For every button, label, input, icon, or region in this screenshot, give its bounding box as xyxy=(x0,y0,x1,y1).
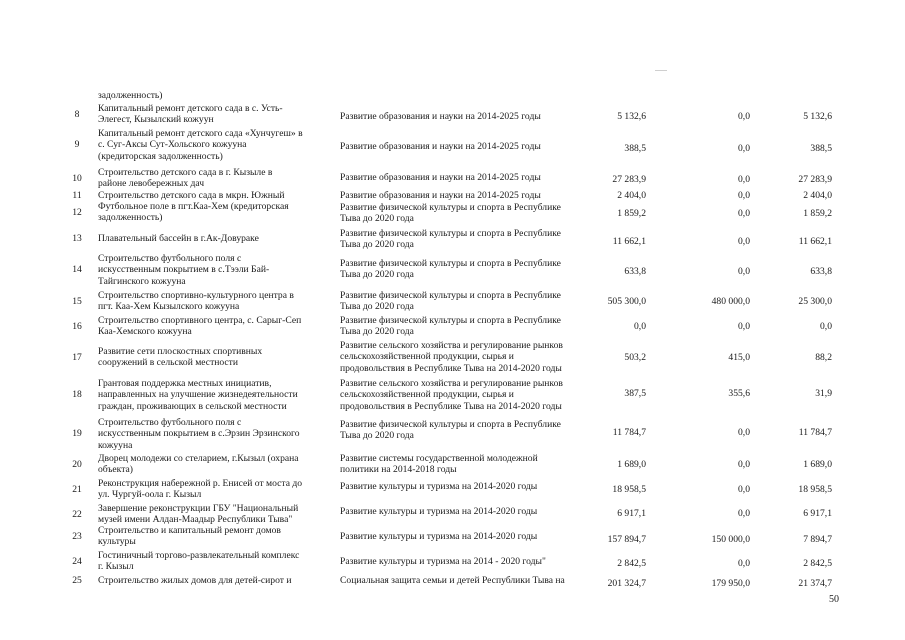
federal-amount: 0,0 xyxy=(738,174,750,185)
state-program: Развитие культуры и туризма на 2014-2020 годы xyxy=(340,506,538,517)
row-number: 18 xyxy=(72,389,82,400)
state-program: Развитие физической культуры и спорта в Республике Тыва до 2020 года xyxy=(340,419,561,442)
state-program: Развитие образования и науки на 2014-2025 годы xyxy=(340,141,541,152)
regional-amount: 11 662,1 xyxy=(798,236,832,247)
federal-amount: 0,0 xyxy=(738,111,750,122)
row-number: 19 xyxy=(72,428,82,439)
row-number: 8 xyxy=(74,109,80,120)
object-name: Строительство спортивно-культурного центра в пгт. Каа-Хем Кызылского кожууна xyxy=(98,290,294,313)
regional-amount: 1 859,2 xyxy=(803,208,832,219)
federal-amount: 0,0 xyxy=(738,484,750,495)
total-amount: 2 842,5 xyxy=(617,558,646,569)
regional-amount: 11 784,7 xyxy=(798,427,832,438)
total-amount: 0,0 xyxy=(634,321,646,332)
row-number: 9 xyxy=(74,139,80,150)
object-name: Строительство детского сада в г. Кызыле в районе левобережных дач xyxy=(98,167,273,190)
page-number: 50 xyxy=(829,594,839,605)
object-name: Строительство футбольного поля с искусственным покрытием в с.Эрзин Эрзинского кожууна xyxy=(98,417,300,451)
total-amount: 1 689,0 xyxy=(617,459,646,470)
total-amount: 633,8 xyxy=(624,266,646,277)
federal-amount: 0,0 xyxy=(738,266,750,277)
row-number: 17 xyxy=(72,352,82,363)
total-amount: 388,5 xyxy=(624,143,646,154)
state-program: Развитие сельского хозяйства и регулирование рынков сельскохозяйственной продукции, сырья и продовольствия в Республике Тыва на 2014-2020 годы xyxy=(340,378,563,412)
federal-amount: 179 950,0 xyxy=(711,578,750,589)
federal-amount: 0,0 xyxy=(738,558,750,569)
object-name: Грантовая поддержка местных инициатив, направленных на улучшение жизнедеятельности граждан, проживающих в сельской местности xyxy=(98,378,298,412)
state-program: Развитие физической культуры и спорта в Республике Тыва до 2020 года xyxy=(340,315,561,338)
object-name: Развитие сети плоскостных спортивных сооружений в сельской местности xyxy=(98,346,263,369)
total-amount: 1 859,2 xyxy=(617,208,646,219)
object-name: Дворец молодежи со стеларием, г.Кызыл (охрана объекта) xyxy=(98,453,299,476)
state-program: Развитие физической культуры и спорта в Республике Тыва до 2020 года xyxy=(340,202,561,225)
federal-amount: 0,0 xyxy=(738,508,750,519)
regional-amount: 633,8 xyxy=(810,266,832,277)
row-number: 21 xyxy=(72,484,82,495)
regional-amount: 31,9 xyxy=(815,388,832,399)
total-amount: 201 324,7 xyxy=(607,578,646,589)
federal-amount: 0,0 xyxy=(738,236,750,247)
regional-amount: 2 842,5 xyxy=(803,558,832,569)
federal-amount: 0,0 xyxy=(738,208,750,219)
row-number: 14 xyxy=(72,264,82,275)
object-name: Строительство детского сада в мкрн. Южный xyxy=(98,190,285,201)
row-number: 25 xyxy=(72,575,82,586)
state-program: Развитие сельского хозяйства и регулирование рынков сельскохозяйственной продукции, сырья и продовольствия в Республике Тыва на 2014-2020 годы xyxy=(340,340,563,374)
federal-amount: 0,0 xyxy=(738,321,750,332)
regional-amount: 0,0 xyxy=(820,321,832,332)
total-amount: 387,5 xyxy=(624,388,646,399)
row-number: 20 xyxy=(72,459,82,470)
state-program: Развитие системы государственной молодежной политики на 2014-2018 годы xyxy=(340,453,538,476)
state-program: Развитие образования и науки на 2014-2025 годы xyxy=(340,172,541,183)
row-number: 12 xyxy=(72,207,82,218)
object-name: Строительство футбольного поля с искусственным покрытием в с.Тээли Бай- Тайгинского кожууна xyxy=(98,253,270,287)
object-name: Строительство спортивного центра, с. Сарыг-Сеп Каа-Хемского кожууна xyxy=(98,315,302,338)
total-amount: 157 894,7 xyxy=(607,534,646,545)
state-program: Социальная защита семьи и детей Республики Тыва на xyxy=(340,575,565,586)
object-name: Капитальный ремонт детского сада в с. Усть- Элегест, Кызылский кожуун xyxy=(98,103,283,126)
total-amount: 2 404,0 xyxy=(617,190,646,201)
total-amount: 18 958,5 xyxy=(612,484,646,495)
state-program: Развитие культуры и туризма на 2014-2020 годы xyxy=(340,531,538,542)
regional-amount: 6 917,1 xyxy=(803,508,832,519)
object-name: Строительство и капитальный ремонт домов культуры xyxy=(98,525,281,548)
intro-fragment: задолженность) xyxy=(98,90,163,101)
regional-amount: 1 689,0 xyxy=(803,459,832,470)
state-program: Развитие образования и науки на 2014-2025 годы xyxy=(340,111,541,122)
regional-amount: 5 132,6 xyxy=(803,111,832,122)
row-number: 24 xyxy=(72,556,82,567)
regional-amount: 388,5 xyxy=(810,143,832,154)
row-number: 11 xyxy=(72,190,82,201)
federal-amount: 415,0 xyxy=(728,352,750,363)
row-number: 23 xyxy=(72,531,82,542)
object-name: Строительство жилых домов для детей-сирот и xyxy=(98,575,292,586)
regional-amount: 21 374,7 xyxy=(798,578,832,589)
regional-amount: 27 283,9 xyxy=(798,174,832,185)
federal-amount: 0,0 xyxy=(738,143,750,154)
federal-amount: 480 000,0 xyxy=(711,296,750,307)
regional-amount: 88,2 xyxy=(815,352,832,363)
object-name: Плавательный бассейн в г.Ак-Довураке xyxy=(98,233,259,244)
federal-amount: 355,6 xyxy=(728,388,750,399)
total-amount: 27 283,9 xyxy=(612,174,646,185)
federal-amount: 150 000,0 xyxy=(711,534,750,545)
state-program: Развитие физической культуры и спорта в Республике Тыва до 2020 года xyxy=(340,258,561,281)
row-number: 13 xyxy=(72,233,82,244)
scan-speck xyxy=(655,70,667,71)
total-amount: 11 784,7 xyxy=(612,427,646,438)
total-amount: 5 132,6 xyxy=(617,111,646,122)
regional-amount: 25 300,0 xyxy=(798,296,832,307)
object-name: Гостиничный торгово-развлекательный комплекс г. Кызыл xyxy=(98,550,300,573)
federal-amount: 0,0 xyxy=(738,190,750,201)
total-amount: 503,2 xyxy=(624,352,646,363)
state-program: Развитие физической культуры и спорта в Республике Тыва до 2020 года xyxy=(340,228,561,251)
federal-amount: 0,0 xyxy=(738,459,750,470)
total-amount: 505 300,0 xyxy=(607,296,646,307)
total-amount: 6 917,1 xyxy=(617,508,646,519)
row-number: 15 xyxy=(72,296,82,307)
state-program: Развитие физической культуры и спорта в Республике Тыва до 2020 года xyxy=(340,290,561,313)
regional-amount: 2 404,0 xyxy=(803,190,832,201)
row-number: 10 xyxy=(72,173,82,184)
federal-amount: 0,0 xyxy=(738,427,750,438)
row-number: 16 xyxy=(72,321,82,332)
object-name: Капитальный ремонт детского сада «Хунчугеш» в с. Суг-Аксы Сут-Хольского кожууна (кредиторская задолженность) xyxy=(98,128,303,162)
regional-amount: 18 958,5 xyxy=(798,484,832,495)
object-name: Футбольное поле в пгт.Каа-Хем (кредиторская задолженность) xyxy=(98,201,289,224)
total-amount: 11 662,1 xyxy=(612,236,646,247)
object-name: Реконструкция набережной р. Енисей от моста до ул. Чургуй-оола г. Кызыл xyxy=(98,478,303,501)
state-program: Развитие культуры и туризма на 2014-2020 годы xyxy=(340,481,538,492)
state-program: Развитие образования и науки на 2014-2025 годы xyxy=(340,190,541,201)
object-name: Завершение реконструкции ГБУ "Национальный музей имени Алдан-Маадыр Республики Тыва" xyxy=(98,503,299,526)
regional-amount: 7 894,7 xyxy=(803,534,832,545)
state-program: Развитие культуры и туризма на 2014 - 2020 годы" xyxy=(340,556,546,567)
row-number: 22 xyxy=(72,509,82,520)
